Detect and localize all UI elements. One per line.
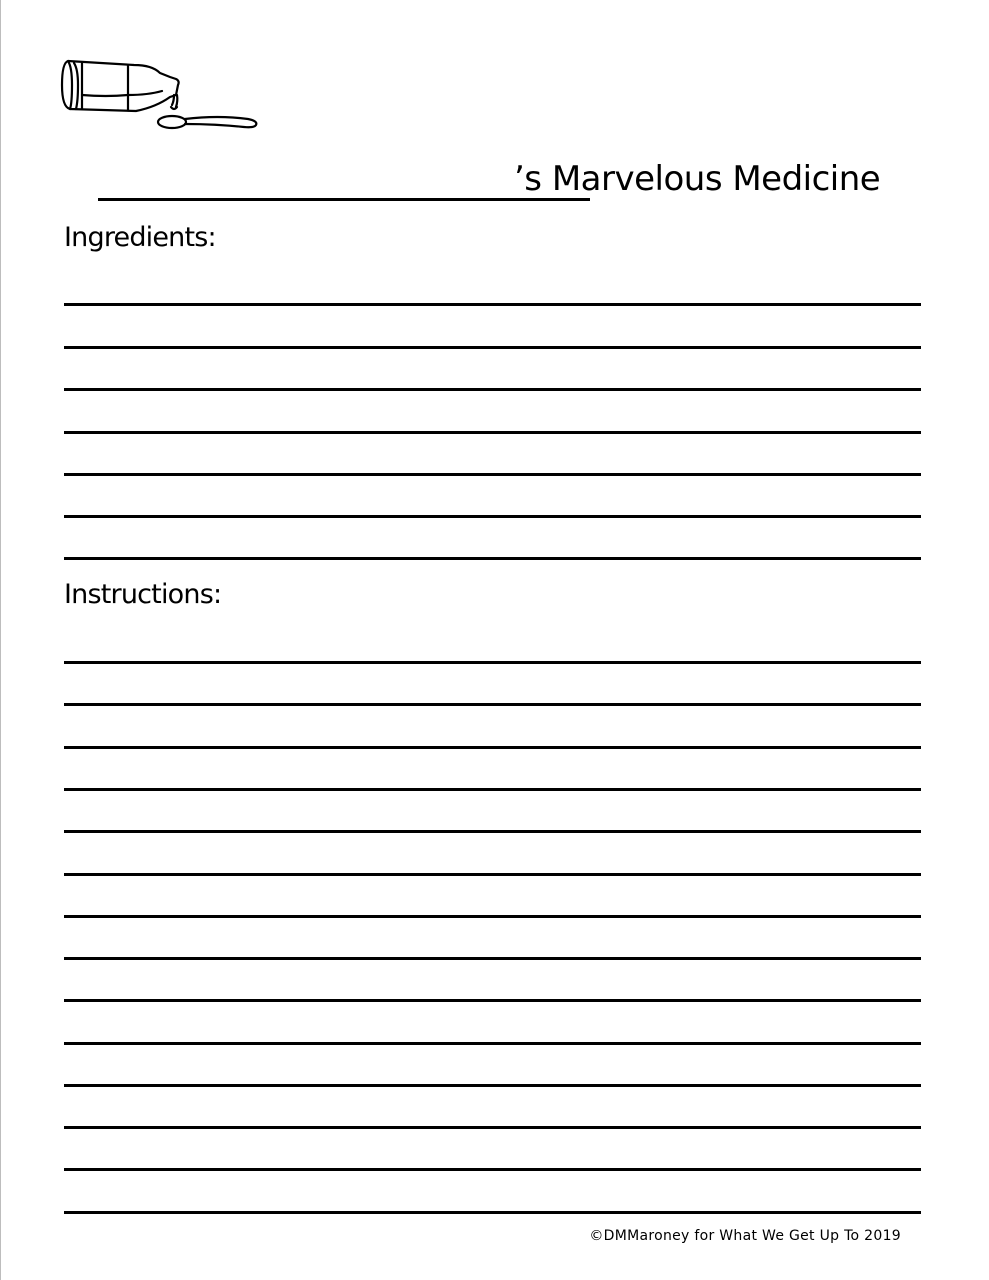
instruction-line[interactable] <box>64 746 921 749</box>
ingredient-line[interactable] <box>64 557 921 560</box>
instruction-line[interactable] <box>64 1042 921 1045</box>
instruction-line[interactable] <box>64 830 921 833</box>
instruction-line[interactable] <box>64 703 921 706</box>
instruction-line[interactable] <box>64 1126 921 1129</box>
ingredient-line[interactable] <box>64 303 921 306</box>
ingredient-line[interactable] <box>64 346 921 349</box>
medicine-bottle-spoon-icon <box>58 55 263 135</box>
ingredient-line[interactable] <box>64 473 921 476</box>
worksheet-title: ’s Marvelous Medicine <box>514 159 881 199</box>
ingredients-heading: Ingredients: <box>64 222 216 253</box>
instruction-line[interactable] <box>64 873 921 876</box>
instruction-line[interactable] <box>64 1084 921 1087</box>
instruction-line[interactable] <box>64 957 921 960</box>
ingredient-line[interactable] <box>64 515 921 518</box>
instruction-line[interactable] <box>64 1211 921 1214</box>
copyright-footer: ©DMMaroney for What We Get Up To 2019 <box>589 1228 901 1244</box>
page-edge <box>0 0 1 1280</box>
instructions-heading: Instructions: <box>64 579 222 610</box>
worksheet-title-row <box>70 158 930 206</box>
instruction-line[interactable] <box>64 1168 921 1171</box>
ingredient-line[interactable] <box>64 388 921 391</box>
instruction-line[interactable] <box>64 915 921 918</box>
instruction-line[interactable] <box>64 661 921 664</box>
instruction-line[interactable] <box>64 999 921 1002</box>
instruction-line[interactable] <box>64 788 921 791</box>
ingredient-line[interactable] <box>64 431 921 434</box>
